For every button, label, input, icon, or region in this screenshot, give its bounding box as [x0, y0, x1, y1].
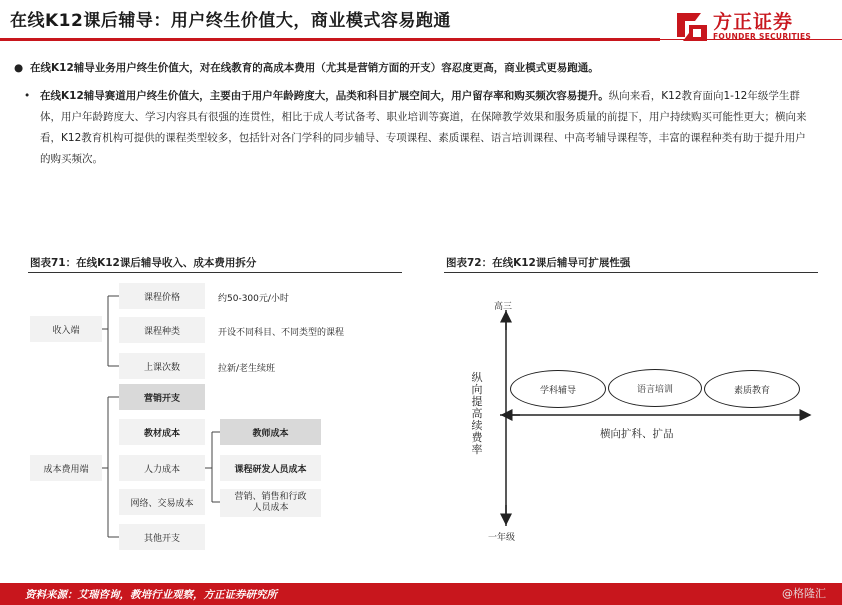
- fig72-y-label: 纵向提高续费率: [471, 371, 483, 456]
- cost-item-labor: 人力成本: [119, 455, 205, 481]
- fig72-y-bottom-label: 一年级: [488, 533, 516, 543]
- page-title: 在线K12课后辅导：用户终生价值大，商业模式容易跑通: [10, 11, 451, 31]
- bullet-1: 在线K12辅导业务用户终生价值大，对在线教育的高成本费用（尤其是营销方面的开支）容忍度更高，商业模式更易跑通。: [30, 62, 599, 74]
- bullet-2-lead: 在线K12辅导赛道用户终生价值大，主要由于用户年龄跨度大，品类和科目扩展空间大，用户留存率和购买频次容易提升。: [40, 90, 609, 102]
- income-note-sessions: 拉新/老生续班: [218, 364, 276, 374]
- cost-item-other: 其他开支: [119, 524, 205, 550]
- fig72-oval-quality: 素质教育: [704, 370, 800, 408]
- fig72-oval-subject: 学科辅导: [510, 370, 606, 408]
- income-note-types: 开设不同科目、不同类型的课程: [218, 328, 345, 338]
- fig72-oval-language: 语言培训: [608, 369, 702, 407]
- income-note-price: 约50-300元/小时: [218, 294, 289, 304]
- fig71-title: 图表71：在线K12课后辅导收入、成本费用拆分: [30, 257, 257, 269]
- cost-item-materials: 教材成本: [119, 419, 205, 445]
- bullet-dot-1: ●: [14, 62, 24, 74]
- income-item-price: 课程价格: [119, 283, 205, 309]
- footer-source: 资料来源：艾瑞咨询，教培行业观察，方正证券研究所: [25, 589, 277, 601]
- fig72-x-label: 横向扩科、扩品: [600, 428, 674, 440]
- cost-item-network: 网络、交易成本: [119, 489, 205, 515]
- fig72-y-top-label: 高三: [494, 302, 513, 312]
- bullet-2-body: 纵向来看，K12教育面向1-12年级学生群体，用户年龄跨度大、学习内容具有很强的连贯性，相比于成人考试备考、职业培训等赛道，在保障教学效果和服务质量的前提下，用户持续购买可能性更大；横向来看，K12教育机构可提供的课程类型较多，包括针对各门学科的同步辅导、专项课程、素质课程、语言培训课程、中高考辅导课程等，丰富的课程种类有助于提升用户的购买频次。: [40, 90, 807, 165]
- cost-side-box: 成本费用端: [30, 455, 102, 481]
- income-item-sessions: 上课次数: [119, 353, 205, 379]
- cost-item-marketing: 营销开支: [119, 384, 205, 410]
- fig72-title: 图表72：在线K12课后辅导可扩展性强: [446, 257, 631, 269]
- logo-english-text: FOUNDER SECURITIES: [713, 32, 812, 41]
- bullet-dot-2: •: [24, 90, 31, 102]
- income-item-types: 课程种类: [119, 317, 205, 343]
- income-side-box: 收入端: [30, 316, 102, 342]
- watermark: @格隆汇: [782, 587, 826, 600]
- labor-item-teacher: 教师成本: [220, 419, 321, 445]
- labor-item-sales-admin: 营销、销售和行政人员成本: [220, 489, 321, 517]
- labor-item-rnd: 课程研发人员成本: [220, 455, 321, 481]
- logo-chinese-text: 方正证券: [713, 11, 794, 33]
